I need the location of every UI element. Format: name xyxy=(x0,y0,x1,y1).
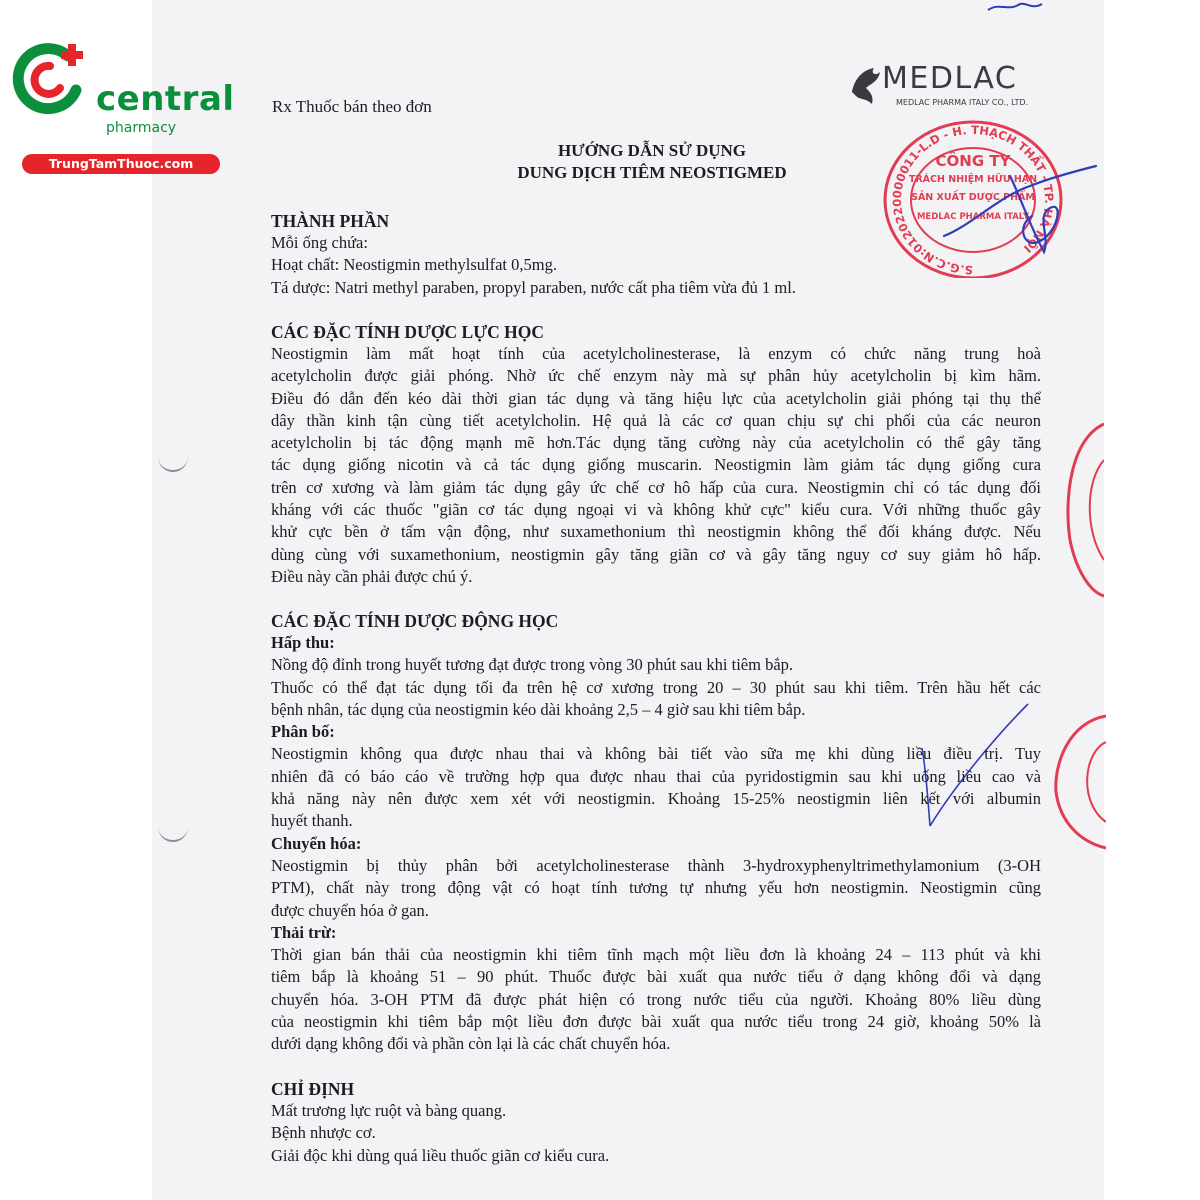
subsection-heading: Chuyển hóa: xyxy=(271,833,362,853)
page-edge xyxy=(1104,0,1200,1200)
website-banner: TrungTamThuoc.com xyxy=(22,154,220,174)
stamp-line-3: SẢN XUẤT DƯỢC PHẨM xyxy=(911,192,1035,203)
text-line: Điều này cần phải được chú ý. xyxy=(271,566,473,586)
document-title xyxy=(452,140,852,184)
section-pharmacokinetics xyxy=(271,610,1041,1056)
manufacturer-subtitle: MEDLAC PHARMA ITALY CO., LTD. xyxy=(896,98,1029,107)
text-line: Điều đó dẫn đến kéo dài thời gian tác dụng và tăng hiệu lực của acetylcholin giải phóng tại thụ thể xyxy=(271,388,1041,408)
text-line: Nồng độ đỉnh trong huyết tương đạt được trong vòng 30 phút sau khi tiêm bắp. xyxy=(271,655,794,675)
text-line: khử cực bền ở tấm vận động, như suxamethonium thì neostigmin không thể đối kháng được. Nếu xyxy=(271,522,1041,542)
text-line: acetylcholin bị tác động mạnh mẽ hơn.Tác dụng tăng cường này của acetylcholin có thể gây tăng xyxy=(271,433,1041,453)
text-line: tiêm bắp là khoảng 51 – 90 phút. Thuốc được bài xuất qua nước tiểu ở dạng không đổi và dạng xyxy=(271,967,1041,987)
text-line: nhiên đã có báo cáo về trường hợp qua được nhau thai của pyridostigmin sau khi uống liều cao và xyxy=(271,766,1041,786)
stamp-ring-text: S.G.C.N:0120220000011-L.D - H. THẠCH THẤT - TP. HÀ NỘI xyxy=(889,122,1057,278)
stamp-line-4: MEDLAC PHARMA ITALY xyxy=(916,212,1030,222)
subsection-heading: Phân bố: xyxy=(271,722,335,742)
text-line: trên cơ xương và làm giảm tác dụng gây ức chế cơ hô hấp của cura. Neostigmin chỉ có tác dụng đối xyxy=(271,477,1041,497)
text-line: huyết thanh. xyxy=(271,811,353,831)
text-line: Thuốc có thể đạt tác dụng tối đa trên hệ cơ xương trong 20 – 30 phút sau khi tiêm. Trên hầu hết các xyxy=(271,677,1041,697)
title-line-2: DUNG DỊCH TIÊM NEOSTIGMED xyxy=(517,163,787,182)
text-line: Mỗi ống chứa: xyxy=(271,233,368,252)
subsection-heading: Thải trừ: xyxy=(271,922,337,942)
section-heading: THÀNH PHẦN xyxy=(271,211,390,231)
handwriting-mark xyxy=(986,0,1046,14)
text-line: Neostigmin không qua được nhau thai và không bài tiết vào sữa mẹ khi dùng liều điều trị. Tuy xyxy=(271,744,1041,764)
stamp-line-2: TRÁCH NHIỆM HỮU HẠN xyxy=(908,174,1038,185)
text-line: được chuyển hóa ở gan. xyxy=(271,900,429,920)
text-line: PTM), chất này trong động vật có hoạt tính tương tự nhưng yếu hơn neostigmin. Neostigmin cũng xyxy=(271,878,1041,898)
text-line: dưới dạng không đổi và phần còn lại là các chất chuyển hóa. xyxy=(271,1034,671,1054)
text-line: dây thần kinh tận cùng tiết acetylcholin. Hệ quả là các cơ quan chịu sự chi phối của các neuron xyxy=(271,410,1041,430)
text-line: Tá dược: Natri methyl paraben, propyl paraben, nước cất pha tiêm vừa đủ 1 ml. xyxy=(271,277,796,297)
text-line: Neostigmin bị thủy phân bởi acetylcholinesterase thành 3-hydroxyphenyltrimethylamonium (3-OH xyxy=(271,855,1041,875)
section-heading: CÁC ĐẶC TÍNH DƯỢC LỰC HỌC xyxy=(271,322,545,342)
text-line: tác dụng giống nicotin và cả tác dụng giống muscarin. Neostigmin làm giảm tác dụng giống cura xyxy=(271,455,1041,475)
manufacturer-name: MEDLAC xyxy=(882,61,1018,96)
pharmacy-cross-icon xyxy=(10,38,94,122)
text-line: khả năng này nên được xem xét với neostigmin. Khoảng 15-25% neostigmin liên kết với albumin xyxy=(271,789,1041,809)
partial-stamp-right-2 xyxy=(1050,712,1106,852)
subsection-heading: Hấp thu: xyxy=(271,633,335,652)
text-line: dùng cùng với suxamethonium, neostigmin gây tăng giãn cơ và gây tăng nguy cơ suy giảm hô hấp. xyxy=(271,544,1041,564)
section-heading: CÁC ĐẶC TÍNH DƯỢC ĐỘNG HỌC xyxy=(271,611,559,631)
text-line: Giải độc khi dùng quá liều thuốc giãn cơ kiểu cura. xyxy=(271,1145,610,1165)
medlac-logo xyxy=(848,62,1038,112)
text-line: kháng với các thuốc "giãn cơ tác dụng ngoại vi và không khử cực" kiểu cura. Với những thuốc gây xyxy=(271,500,1041,520)
section-pharmacodynamics xyxy=(271,321,1041,588)
stamp-line-1: CÔNG TY xyxy=(935,152,1011,170)
text-line: Bệnh nhược cơ. xyxy=(271,1123,376,1143)
text-line: chuyển hóa. 3-OH PTM đã được phát hiện có trong nước tiểu của người. Khoảng 80% liều dùng xyxy=(271,989,1041,1009)
title-line-1: HƯỚNG DẪN SỬ DỤNG xyxy=(557,141,747,160)
section-indications xyxy=(271,1078,1041,1167)
central-pharmacy-logo xyxy=(10,38,235,171)
section-composition xyxy=(271,210,1041,299)
brand-subtitle: pharmacy xyxy=(106,120,177,136)
prescription-note: Rx Thuốc bán theo đơn xyxy=(272,97,432,116)
text-line: Hoạt chất: Neostigmin methylsulfat 0,5mg. xyxy=(271,255,557,275)
section-heading: CHỈ ĐỊNH xyxy=(271,1079,355,1099)
text-line: Thời gian bán thải của neostigmin khi tiêm tĩnh mạch một liều đơn là khoảng 24 – 113 phút và khi xyxy=(271,945,1041,965)
text-line: acetylcholin được giải phóng. Nhờ ức chế enzym này mà sự phân hủy acetylcholin bị kìm hãm. xyxy=(271,366,1041,386)
text-line: bệnh nhân, tác dụng của neostigmin kéo dài khoảng 2,5 – 4 giờ sau khi tiêm bắp. xyxy=(271,699,806,719)
brand-name: central xyxy=(96,79,235,119)
text-line: Neostigmin làm mất hoạt tính của acetylcholinesterase, là enzym có chức năng trung hoà xyxy=(271,344,1041,363)
text-line: Mất trương lực ruột và bàng quang. xyxy=(271,1101,507,1120)
lion-emblem-icon xyxy=(848,62,884,106)
text-line: của neostigmin khi tiêm bắp một liều đơn được bài xuất qua nước tiểu trong 24 giờ, khoảng 50% là xyxy=(271,1012,1041,1032)
partial-stamp-right-1 xyxy=(1060,420,1104,600)
